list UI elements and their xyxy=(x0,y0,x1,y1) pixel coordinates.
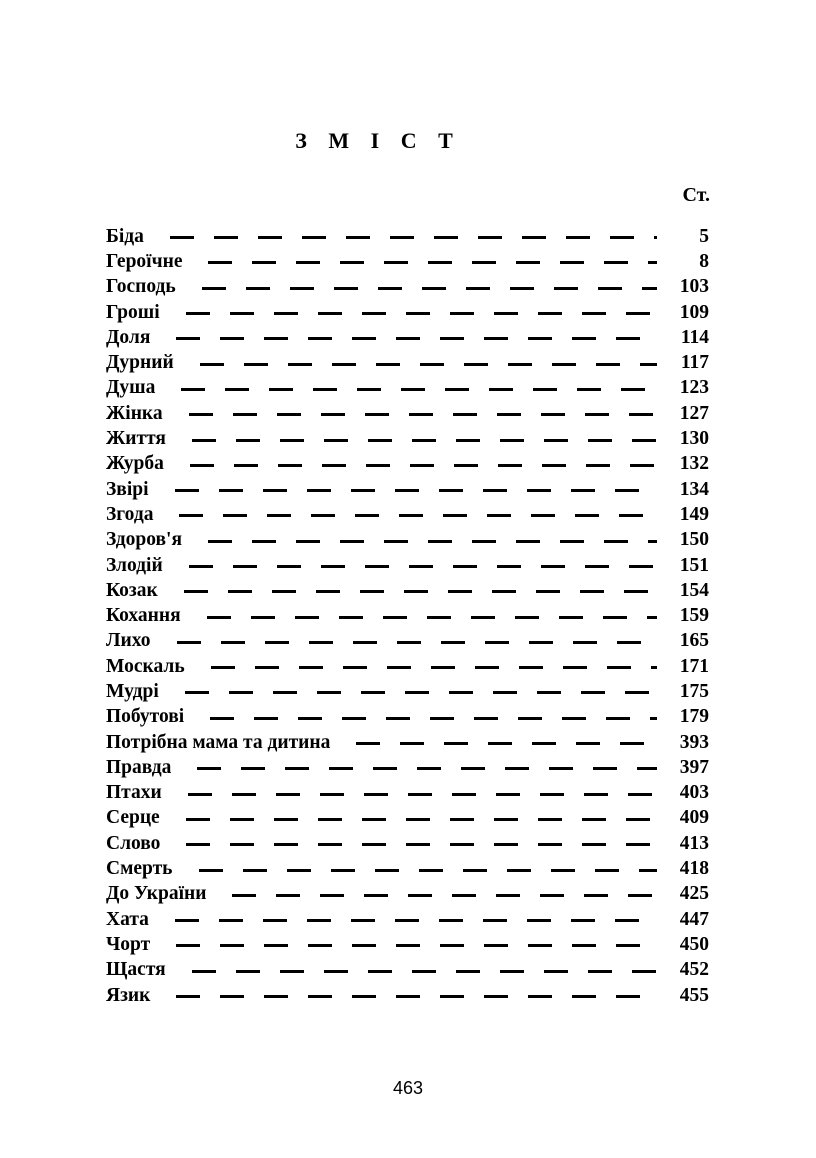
toc-entry xyxy=(106,856,709,881)
toc-entry-page: 134 xyxy=(679,478,709,500)
dash-leader xyxy=(179,514,657,517)
toc-entry xyxy=(106,502,709,527)
toc-entry xyxy=(106,958,709,983)
toc-entry xyxy=(106,275,709,300)
toc-entry xyxy=(106,983,709,1008)
toc-entry xyxy=(106,578,709,603)
table-of-contents xyxy=(106,224,709,1008)
toc-entry-label: Доля xyxy=(106,326,151,348)
toc-entry-page: 393 xyxy=(679,731,709,753)
dash-leader xyxy=(175,489,657,492)
toc-entry xyxy=(106,603,709,628)
toc-entry-label: Біда xyxy=(106,225,144,247)
toc-entry-page: 5 xyxy=(699,225,709,247)
dash-leader xyxy=(176,337,657,340)
toc-entry-page: 159 xyxy=(679,605,709,627)
page-title: З М І С Т xyxy=(295,128,461,153)
toc-entry xyxy=(106,477,709,502)
toc-entry xyxy=(106,426,709,451)
toc-entry-label: Звірі xyxy=(106,478,149,500)
toc-entry xyxy=(106,553,709,578)
toc-entry-page: 150 xyxy=(679,529,709,551)
toc-entry-label: Чорт xyxy=(106,933,151,955)
dash-leader xyxy=(186,843,657,846)
toc-entry xyxy=(106,932,709,957)
toc-entry xyxy=(106,224,709,249)
toc-entry-page: 397 xyxy=(679,756,709,778)
dash-leader xyxy=(176,944,657,947)
toc-entry-page: 455 xyxy=(679,984,709,1006)
dash-leader xyxy=(232,894,657,897)
toc-entry-page: 114 xyxy=(680,326,709,348)
toc-entry xyxy=(106,629,709,654)
toc-entry-label: Здоров'я xyxy=(106,529,183,551)
toc-entry-page: 109 xyxy=(679,301,709,323)
toc-entry-page: 403 xyxy=(679,782,709,804)
dash-leader xyxy=(356,742,657,745)
toc-entry-label: Злодій xyxy=(106,554,163,576)
toc-entry xyxy=(106,679,709,704)
toc-entry-label: Смерть xyxy=(106,858,173,880)
toc-entry-page: 413 xyxy=(679,832,709,854)
toc-entry xyxy=(106,300,709,325)
page-column-label: Ст. xyxy=(682,184,710,206)
toc-entry-page: 450 xyxy=(679,933,709,955)
toc-entry xyxy=(106,730,709,755)
toc-entry-page: 165 xyxy=(679,630,709,652)
toc-entry-page: 149 xyxy=(679,503,709,525)
toc-entry-label: Душа xyxy=(106,377,156,399)
toc-entry-page: 452 xyxy=(679,959,709,981)
dash-leader xyxy=(185,691,657,694)
dash-leader xyxy=(200,363,657,366)
toc-entry-page: 175 xyxy=(679,680,709,702)
toc-entry xyxy=(106,705,709,730)
toc-entry-page: 103 xyxy=(679,276,709,298)
toc-entry-label: Дурний xyxy=(106,352,174,374)
toc-entry-page: 151 xyxy=(679,554,709,576)
toc-entry-label: Згода xyxy=(106,503,154,525)
toc-entry-page: 123 xyxy=(679,377,709,399)
toc-entry-label: Кохання xyxy=(106,605,181,627)
toc-entry-page: 117 xyxy=(680,352,709,374)
toc-entry-label: Москаль xyxy=(106,655,185,677)
toc-entry xyxy=(106,831,709,856)
dash-leader xyxy=(208,261,657,264)
toc-entry xyxy=(106,528,709,553)
toc-entry-label: Слово xyxy=(106,832,161,854)
dash-leader xyxy=(181,388,657,391)
toc-entry xyxy=(106,806,709,831)
dash-leader xyxy=(192,970,657,973)
toc-entry-label: Лихо xyxy=(106,630,151,652)
toc-entry-label: До України xyxy=(106,883,207,905)
dash-leader xyxy=(176,995,657,998)
dash-leader xyxy=(211,666,657,669)
toc-entry-page: 171 xyxy=(679,655,709,677)
toc-entry-page: 154 xyxy=(679,579,709,601)
toc-entry-label: Жінка xyxy=(106,402,163,424)
dash-leader xyxy=(207,616,657,619)
dash-leader xyxy=(208,540,657,543)
toc-entry-label: Господь xyxy=(106,276,176,298)
dash-leader xyxy=(190,464,657,467)
toc-entry-label: Журба xyxy=(106,453,164,475)
dash-leader xyxy=(184,590,657,593)
toc-entry xyxy=(106,907,709,932)
toc-entry-page: 8 xyxy=(699,250,709,272)
dash-leader xyxy=(186,312,657,315)
toc-entry xyxy=(106,350,709,375)
toc-entry xyxy=(106,376,709,401)
toc-entry-label: Гроші xyxy=(106,301,160,323)
toc-entry-label: Правда xyxy=(106,756,172,778)
toc-entry-label: Потрібна мама та дитина xyxy=(106,731,331,753)
dash-leader xyxy=(189,413,657,416)
dash-leader xyxy=(192,439,657,442)
dash-leader xyxy=(175,919,657,922)
toc-entry xyxy=(106,882,709,907)
toc-entry xyxy=(106,452,709,477)
toc-entry xyxy=(106,401,709,426)
toc-entry-page: 132 xyxy=(679,453,709,475)
toc-entry xyxy=(106,249,709,274)
toc-entry-label: Героїчне xyxy=(106,250,183,272)
toc-entry-label: Серце xyxy=(106,807,160,829)
toc-entry-label: Козак xyxy=(106,579,158,601)
toc-entry-page: 127 xyxy=(679,402,709,424)
toc-entry-page: 409 xyxy=(679,807,709,829)
toc-entry xyxy=(106,781,709,806)
dash-leader xyxy=(199,869,658,872)
dash-leader xyxy=(188,793,657,796)
toc-entry-label: Птахи xyxy=(106,782,162,804)
dash-leader xyxy=(170,236,657,239)
toc-entry-label: Побутові xyxy=(106,706,185,728)
toc-entry xyxy=(106,755,709,780)
toc-entry-page: 447 xyxy=(679,908,709,930)
toc-entry-page: 179 xyxy=(679,706,709,728)
toc-entry-label: Хата xyxy=(106,908,149,930)
toc-entry-page: 425 xyxy=(679,883,709,905)
toc-entry xyxy=(106,325,709,350)
dash-leader xyxy=(189,565,657,568)
page-number: 463 xyxy=(392,1078,424,1098)
dash-leader xyxy=(177,641,657,644)
dash-leader xyxy=(202,287,657,290)
toc-entry-label: Мудрі xyxy=(106,680,159,702)
toc-entry-label: Щастя xyxy=(106,959,166,981)
toc-entry-label: Життя xyxy=(106,428,166,450)
toc-entry-page: 418 xyxy=(679,858,709,880)
dash-leader xyxy=(197,767,657,770)
toc-entry xyxy=(106,654,709,679)
toc-entry-label: Язик xyxy=(106,984,151,1006)
dash-leader xyxy=(186,818,657,821)
toc-entry-page: 130 xyxy=(679,428,709,450)
dash-leader xyxy=(210,717,657,720)
